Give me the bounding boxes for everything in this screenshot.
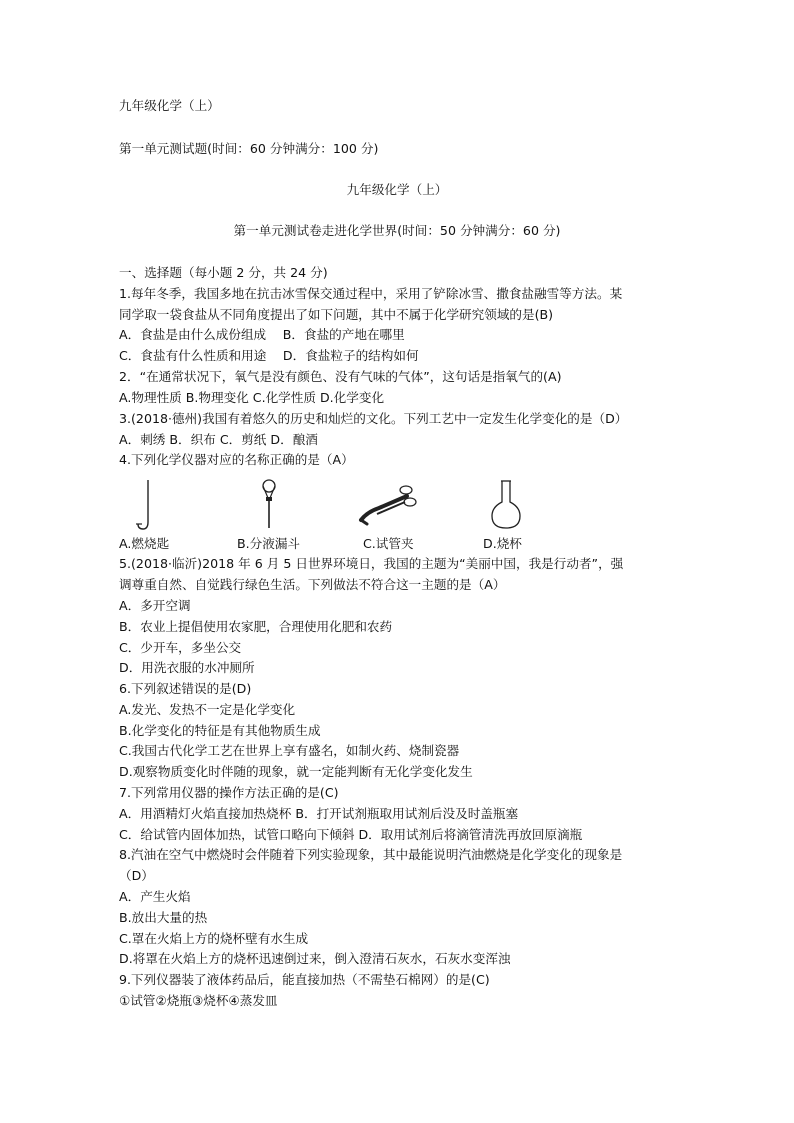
question-8-option-c: C.罩在火焰上方的烧杯壁有水生成 bbox=[119, 931, 309, 946]
page-subtitle: 第一单元测试题(时间：60 分钟满分：100 分) bbox=[119, 141, 379, 156]
question-5-option-c: C．少开车，多坐公交 bbox=[119, 640, 242, 655]
question-5-stem-line-1: 5.(2018·临沂)2018 年 6 月 5 日世界环境日，我国的主题为“美丽中国，我是行动者”，强 bbox=[119, 556, 624, 571]
question-6-option-d: D.观察物质变化时伴随的现象，就一定能判断有无化学变化发生 bbox=[119, 764, 473, 779]
question-2-stem: 2．“在通常状况下，氧气是没有颜色、没有气味的气体”，这句话是指氧气的(A) bbox=[119, 369, 562, 384]
question-6-option-a: A.发光、发热不一定是化学变化 bbox=[119, 702, 296, 717]
figure-caption-a: A.燃烧匙 bbox=[119, 536, 170, 551]
question-3-options: A．刺绣 B．织布 C．剪纸 D．酿酒 bbox=[119, 432, 318, 447]
combustion-spoon-icon bbox=[133, 478, 155, 534]
figure-caption-d: D.烧杯 bbox=[483, 536, 522, 551]
question-1-options-line-1: A．食盐是由什么成份组成 B．食盐的产地在哪里 bbox=[119, 327, 405, 342]
question-8-stem-line-2: （D） bbox=[119, 868, 154, 883]
question-6-option-c: C.我国古代化学工艺在世界上享有盛名，如制火药、烧制瓷器 bbox=[119, 743, 460, 758]
section-heading: 一、选择题（每小题 2 分，共 24 分) bbox=[119, 265, 328, 280]
question-7-options-line-1: A．用酒精灯火焰直接加热烧杯 B．打开试剂瓶取用试剂后没及时盖瓶塞 bbox=[119, 806, 519, 821]
test-tube-holder-icon bbox=[357, 478, 421, 534]
page-title: 九年级化学（上） bbox=[119, 98, 220, 113]
question-3-stem: 3.(2018·德州)我国有着悠久的历史和灿烂的文化。下列工艺中一定发生化学变化的是（D） bbox=[119, 411, 628, 426]
exam-title: 九年级化学（上） bbox=[346, 182, 448, 197]
question-1-options-line-2: C．食盐有什么性质和用途 D．食盐粒子的结构如何 bbox=[119, 348, 419, 363]
flask-icon bbox=[489, 478, 523, 534]
question-2-options: A.物理性质 B.物理变化 C.化学性质 D.化学变化 bbox=[119, 390, 385, 405]
question-5-option-d: D．用洗衣服的水冲厕所 bbox=[119, 660, 255, 675]
question-9-stem: 9.下列仪器装了液体药品后，能直接加热（不需垫石棉网）的是(C) bbox=[119, 972, 490, 987]
question-6-option-b: B.化学变化的特征是有其他物质生成 bbox=[119, 723, 321, 738]
question-5-stem-line-2: 调尊重自然、自觉践行绿色生活。下列做法不符合这一主题的是（A） bbox=[119, 577, 506, 592]
question-5-option-b: B．农业上提倡使用农家肥，合理使用化肥和农药 bbox=[119, 619, 393, 634]
exam-subtitle: 第一单元测试卷走进化学世界(时间：50 分钟满分：60 分) bbox=[233, 223, 561, 238]
question-4-stem: 4.下列化学仪器对应的名称正确的是（A） bbox=[119, 452, 354, 467]
question-8-option-a: A．产生火焰 bbox=[119, 889, 191, 904]
question-8-option-b: B.放出大量的热 bbox=[119, 910, 208, 925]
question-7-options-line-2: C．给试管内固体加热，试管口略向下倾斜 D．取用试剂后将滴管清洗再放回原滴瓶 bbox=[119, 827, 583, 842]
question-7-stem: 7.下列常用仪器的操作方法正确的是(C) bbox=[119, 785, 339, 800]
question-1-stem-line-2: 同学取一袋食盐从不同角度提出了如下问题，其中不属于化学研究领域的是(B) bbox=[119, 307, 554, 322]
question-1-stem-line-1: 1.每年冬季，我国多地在抗击冰雪保交通过程中，采用了铲除冰雪、撒食盐融雪等方法。某 bbox=[119, 286, 623, 301]
question-8-stem-line-1: 8.汽油在空气中燃烧时会伴随着下列实验现象，其中最能说明汽油燃烧是化学变化的现象是 bbox=[119, 847, 623, 862]
question-9-items: ①试管②烧瓶③烧杯④蒸发皿 bbox=[119, 993, 278, 1008]
figure-caption-b: B.分液漏斗 bbox=[237, 536, 301, 551]
figure-caption-c: C.试管夹 bbox=[363, 536, 414, 551]
question-4-figures bbox=[119, 478, 679, 554]
question-6-stem: 6.下列叙述错误的是(D) bbox=[119, 681, 252, 696]
question-5-option-a: A．多开空调 bbox=[119, 598, 191, 613]
question-8-option-d: D.将罩在火焰上方的烧杯迅速倒过来，倒入澄清石灰水，石灰水变浑浊 bbox=[119, 951, 511, 966]
separatory-funnel-icon bbox=[257, 478, 281, 534]
